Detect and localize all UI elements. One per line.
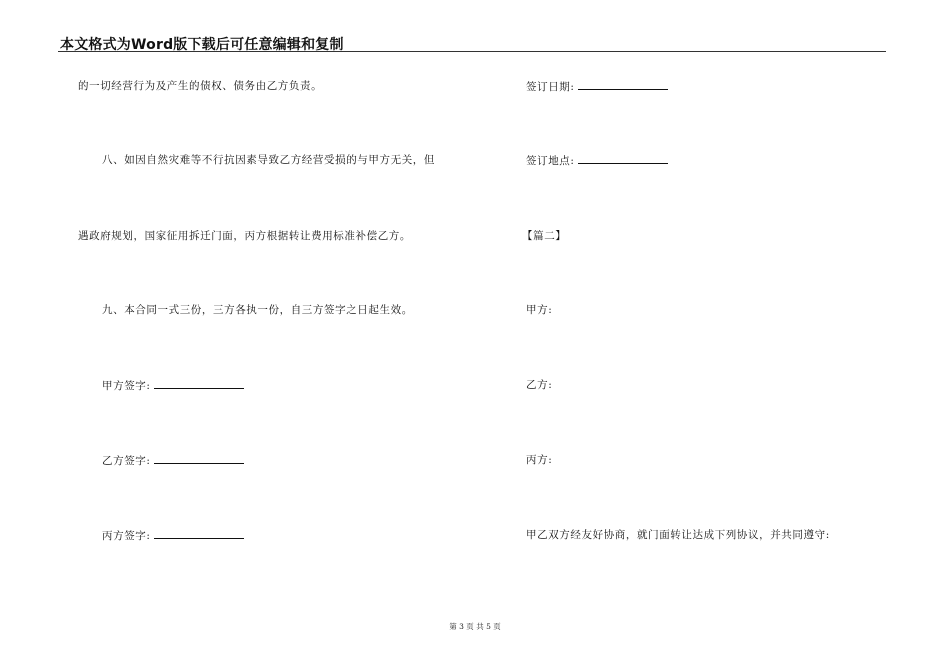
party-a-signature-field xyxy=(102,378,244,393)
party-c-signature-field xyxy=(102,528,244,543)
signing-date-label: 签订日期: xyxy=(526,81,575,93)
signing-date-field xyxy=(526,79,668,94)
header-divider xyxy=(58,51,886,52)
party-c-signature-blank xyxy=(154,528,244,539)
signing-place-blank xyxy=(578,153,668,164)
section-heading: 【篇二】 xyxy=(522,230,567,242)
party-b-signature-field xyxy=(102,453,244,468)
agreement-intro-text: 甲乙双方经友好协商，就门面转让达成下列协议，并共同遵守: xyxy=(526,529,830,541)
party-b-signature-label: 乙方签字: xyxy=(102,455,151,467)
document-header-banner: 本文格式为Word版下载后可任意编辑和复制 xyxy=(60,37,344,53)
party-b-label: 乙方: xyxy=(526,379,553,391)
party-a-signature-blank xyxy=(154,378,244,389)
party-a-label: 甲方: xyxy=(526,304,553,316)
party-c-signature-label: 丙方签字: xyxy=(102,530,151,542)
clause-text-line: 的一切经营行为及产生的债权、债务由乙方负责。 xyxy=(78,80,323,92)
page-number-indicator: 第 3 页 共 5 页 xyxy=(449,622,501,631)
party-c-label: 丙方: xyxy=(526,454,553,466)
party-a-signature-label: 甲方签字: xyxy=(102,380,151,392)
signing-date-blank xyxy=(578,79,668,90)
signing-place-field xyxy=(526,153,668,168)
party-b-signature-blank xyxy=(154,453,244,464)
signing-place-label: 签订地点: xyxy=(526,155,575,167)
clause-eight-continuation: 遇政府规划，国家征用拆迁门面，丙方根据转让费用标准补偿乙方。 xyxy=(78,230,411,242)
clause-nine-text: 九、本合同一式三份，三方各执一份，自三方签字之日起生效。 xyxy=(102,304,413,316)
clause-eight-text: 八、如因自然灾难等不行抗因素导致乙方经营受损的与甲方无关，但 xyxy=(102,154,435,166)
